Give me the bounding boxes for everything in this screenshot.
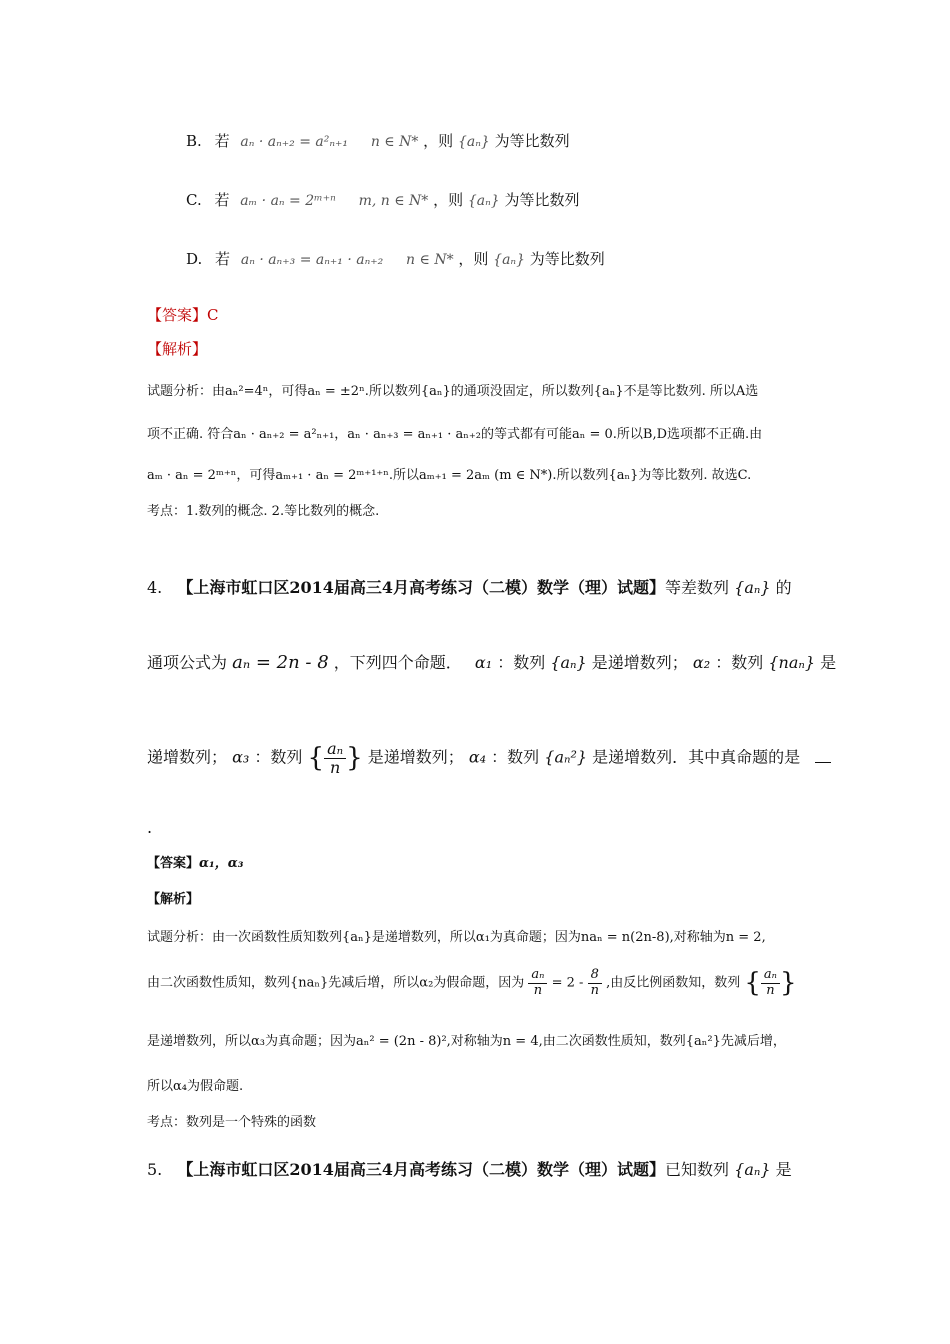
q4-period: . [147, 818, 153, 837]
q4-analysis-2a: 由二次函数性质知，数列{naₙ}先减后增，所以α₂为假命题，因为 [147, 975, 525, 991]
q4-analysis-line-3: 是递增数列，所以α₃为真命题；因为aₙ² = (2n - 8)²,对称轴为n = 4,由二次函数性质知，数列{aₙ²}先减后增， [147, 1034, 786, 1049]
q4-stem-1: 等差数列 [665, 578, 730, 597]
option-c-cond: m, n ∈ N* [358, 193, 429, 209]
q4-alpha3-den: n [329, 757, 341, 777]
q3-kaodian: 考点：1.数列的概念. 2.等比数列的概念. [147, 504, 380, 519]
option-b [186, 130, 570, 151]
q4-line-1 [147, 575, 792, 598]
q4-analysis-2c: ,由反比例函数知，数列 [606, 975, 741, 991]
option-c-suffix: 为等比数列 [504, 191, 580, 209]
q4-analysis-line-1: 试题分析：由一次函数性质知数列{aₙ}是递增数列，所以α₁为真命题；因为naₙ = n(2n-8),对称轴为n = 2, [147, 930, 766, 945]
q4-stem-3a: 递增数列； [147, 747, 228, 767]
q5-stem: 已知数列 [665, 1160, 730, 1179]
option-b-prefix: 若 [214, 132, 230, 150]
option-d [186, 248, 605, 269]
option-c-expr: aₘ · aₙ = 2ᵐ⁺ⁿ [240, 193, 336, 209]
q4-formula: aₙ = 2n - 8 [232, 652, 329, 673]
option-c-label: C. [186, 191, 202, 209]
q4-analysis-2b: = 2 - [551, 975, 584, 991]
q4-alpha3-fraction [324, 740, 346, 776]
option-c-set: {aₙ} [467, 193, 500, 209]
q3-answer-value: C [207, 306, 219, 324]
q4-analysis-den-1: n [533, 982, 543, 998]
q4-alpha3: α₃ [232, 747, 250, 767]
q4-alpha1-end: 是递增数列； [591, 653, 688, 672]
q4-source: 【上海市虹口区2014届高三4月高考练习（二模）数学（理）试题】 [177, 578, 666, 597]
q4-analysis-line-2: 由二次函数性质知，数列{naₙ}先减后增，所以α₂为假命题，因为 $\frac{\text{aₙ}}{n}$ = 2 - $\frac{8}{n}$ ,由反比例函数知，数列 { $\frac{\text{aₙ}}{n}$ } [147, 967, 797, 998]
q4-line-3: 递增数列； α₃ ：数列 { $\frac{\text{aₙ}}{n}$ } 是递增数列； α₄ ：数列 {aₙ²} 是递增数列．其中真命题的是 [147, 740, 831, 776]
q3-analysis-label: 【解析】 [147, 340, 208, 358]
q4-analysis-set-fraction [761, 968, 780, 998]
q4-alpha1: α₁ [474, 653, 493, 672]
q4-analysis-set-den: n [766, 982, 775, 998]
option-d-expr: aₙ · aₙ₊₃ = aₙ₊₁ · aₙ₊₂ [240, 252, 384, 268]
q4-alpha2-set: {naₙ} [768, 653, 816, 672]
q3-analysis-line-3: aₘ · aₙ = 2ᵐ⁺ⁿ，可得aₘ₊₁ · aₙ = 2ᵐ⁺¹⁺ⁿ.所以aₘ₊₁ = 2aₘ (m ∈ N*).所以数列{aₙ}为等比数列. 故选C. [147, 468, 752, 483]
q4-number: 4. [147, 578, 163, 597]
q5-number: 5. [147, 1160, 163, 1179]
option-d-cond: n ∈ N* [406, 252, 454, 268]
q4-alpha1-text: ：数列 [497, 653, 546, 672]
option-b-suffix: 为等比数列 [494, 132, 570, 150]
q4-alpha1-set: {aₙ} [550, 653, 587, 672]
q4-alpha2: α₂ [692, 653, 711, 672]
q5-set-a: {aₙ} [734, 1160, 771, 1179]
q4-analysis-set-num: aₙ [761, 968, 780, 983]
option-b-set: {aₙ} [457, 134, 490, 150]
q4-analysis-fraction-1 [528, 968, 547, 998]
q4-analysis-line-4: 所以α₄为假命题. [147, 1079, 244, 1094]
q4-alpha2-text: ：数列 [715, 653, 764, 672]
q4-alpha4-end: 是递增数列．其中真命题的是 [592, 747, 801, 767]
option-c [186, 189, 580, 210]
q5-source: 【上海市虹口区2014届高三4月高考练习（二模）数学（理）试题】 [177, 1160, 666, 1179]
q4-analysis-num-1: aₙ [528, 968, 547, 983]
q4-alpha4: α₄ [468, 747, 487, 767]
option-b-mid: ，则 [423, 132, 454, 150]
q4-stem-2b: ，下列四个命题． [333, 653, 462, 672]
q4-alpha3-text: ：数列 [254, 747, 303, 767]
q3-answer [147, 304, 219, 325]
q4-analysis-den-2: n [590, 982, 599, 998]
option-d-mid: ，则 [458, 250, 489, 268]
q4-alpha4-text: ：数列 [491, 747, 540, 767]
option-b-expr: aₙ · aₙ₊₂ = a²ₙ₊₁ [240, 134, 349, 150]
option-d-set: {aₙ} [493, 252, 525, 268]
option-d-label: D. [186, 250, 203, 268]
q4-analysis-fraction-2 [588, 968, 602, 998]
q4-set-a: {aₙ} [734, 578, 771, 597]
q5-stem-end: 是 [775, 1160, 792, 1179]
option-d-prefix: 若 [215, 250, 231, 268]
q4-analysis-num-2: 8 [588, 968, 602, 983]
option-c-mid: ，则 [433, 191, 464, 209]
q4-alpha3-end: 是递增数列； [367, 747, 464, 767]
option-d-suffix: 为等比数列 [529, 250, 605, 268]
q4-answer-label: 【答案】 [147, 856, 200, 871]
q4-alpha4-set: {aₙ²} [544, 747, 588, 767]
q4-line-2 [147, 650, 836, 673]
q5-line-1 [147, 1157, 792, 1180]
option-c-prefix: 若 [214, 191, 230, 209]
q4-analysis-label: 【解析】 [147, 892, 200, 907]
option-b-label: B. [186, 132, 202, 150]
q4-stem-1-end: 的 [775, 578, 792, 597]
q4-kaodian: 考点：数列是一个特殊的函数 [147, 1115, 317, 1130]
q4-answer-value: α₁，α₃ [199, 856, 244, 871]
q3-answer-label: 【答案】 [147, 306, 208, 324]
option-b-cond: n ∈ N* [370, 134, 419, 150]
answer-blank [815, 762, 831, 763]
q4-alpha3-num: aₙ [324, 740, 346, 759]
q4-alpha2-end: 是 [820, 653, 837, 672]
q4-stem-2a: 通项公式为 [147, 653, 228, 672]
q4-answer [147, 852, 243, 871]
q3-analysis-line-1: 试题分析：由aₙ²=4ⁿ，可得aₙ = ±2ⁿ.所以数列{aₙ}的通项没固定，所以数列{aₙ}不是等比数列. 所以A选 [147, 384, 759, 399]
q3-analysis-line-2: 项不正确. 符合aₙ · aₙ₊₂ = a²ₙ₊₁，aₙ · aₙ₊₃ = aₙ₊₁ · aₙ₊₂的等式都有可能aₙ = 0.所以B,D选项都不正确.由 [147, 427, 763, 442]
